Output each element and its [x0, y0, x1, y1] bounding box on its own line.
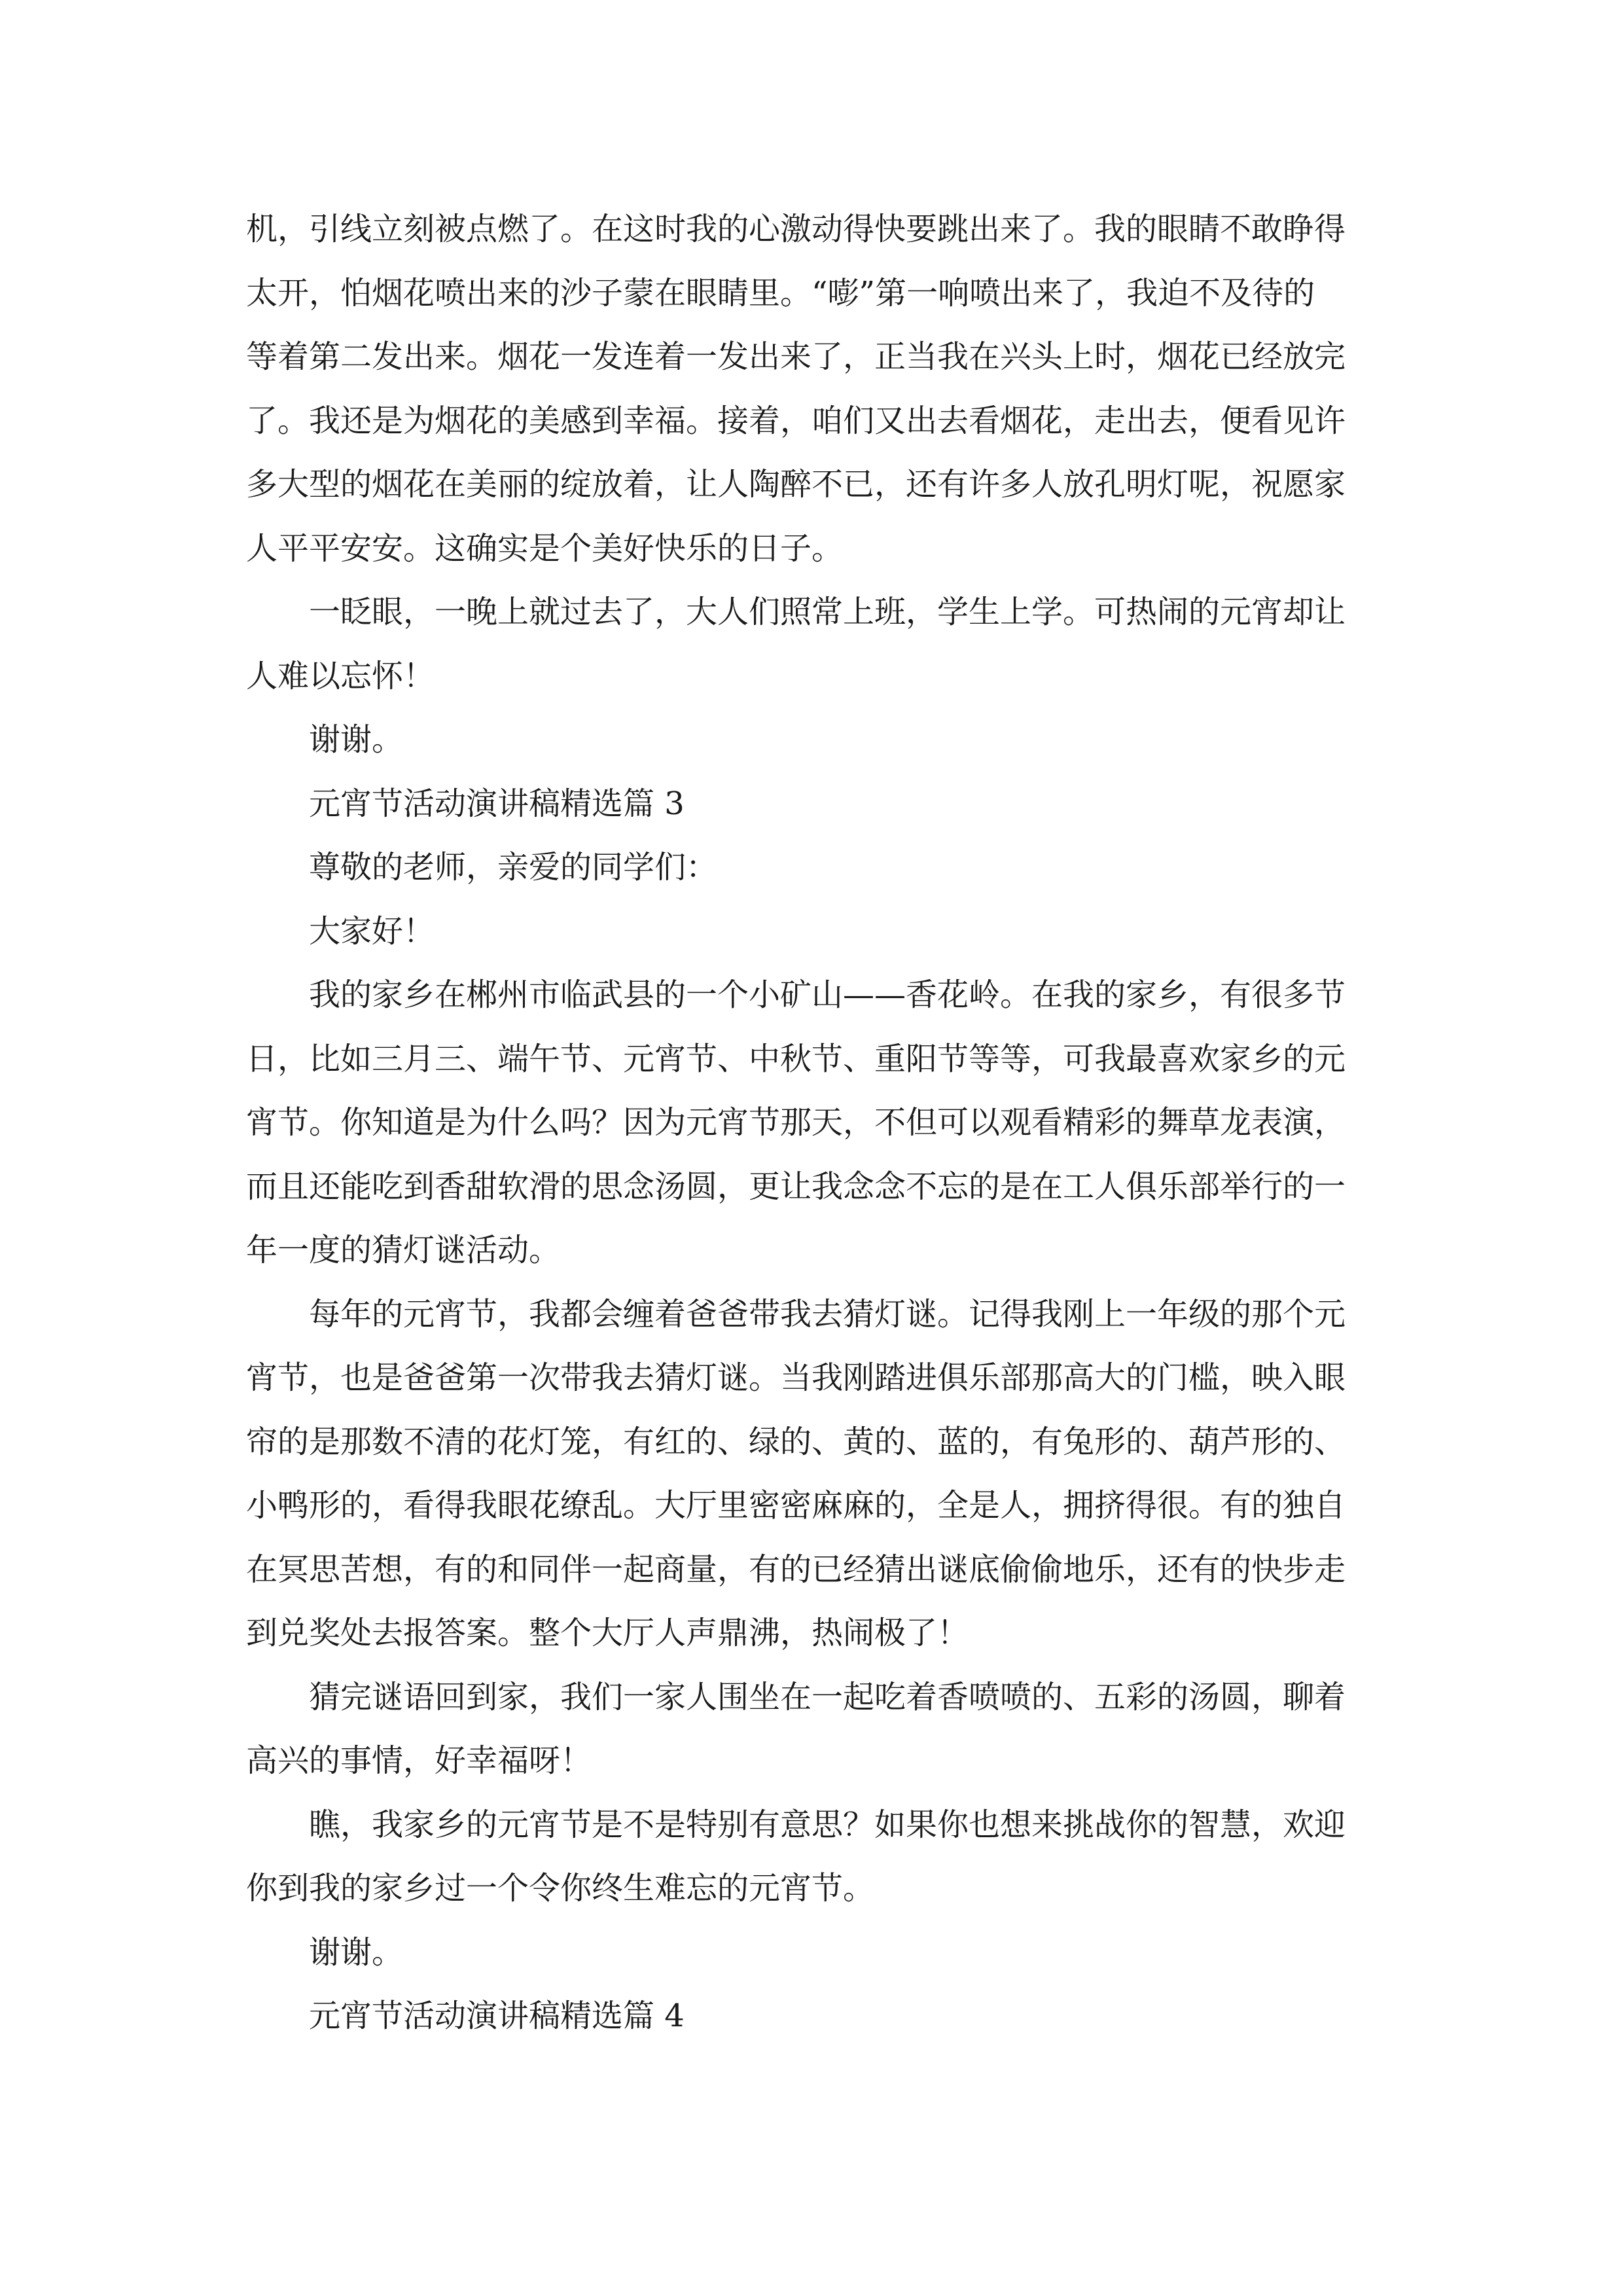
text-line: 元宵节活动演讲稿精选篇 3	[309, 785, 685, 822]
text-line: 太开，怕烟花喷出来的沙子蒙在眼睛里。“嘭”第一响喷出来了，我迫不及待的	[246, 274, 1315, 312]
text-line: 机，引线立刻被点燃了。在这时我的心激动得快要跳出来了。我的眼睛不敢睁得	[246, 211, 1346, 247]
text-line: 小鸭形的，看得我眼花缭乱。大厅里密密麻麻的，全是人，拥挤得很。有的独自	[246, 1487, 1346, 1524]
text-line: 高兴的事情，好幸福呀！	[246, 1742, 592, 1779]
text-line: 大家好！	[309, 912, 435, 950]
text-line: 我的家乡在郴州市临武县的一个小矿山——香花岭。在我的家乡，有很多节	[309, 977, 1346, 1013]
text-line: 瞧，我家乡的元宵节是不是特别有意思？如果你也想来挑战你的智慧，欢迎	[309, 1806, 1346, 1843]
text-line: 宵节。你知道是为什么吗？因为元宵节那天，不但可以观看精彩的舞草龙表演，	[246, 1104, 1346, 1141]
text-line: 等着第二发出来。烟花一发连着一发出来了，正当我在兴头上时，烟花已经放完	[246, 338, 1346, 375]
text-line: 人难以忘怀！	[246, 657, 435, 694]
text-line: 年一度的猜灯谜活动。	[246, 1232, 561, 1268]
text-line: 宵节，也是爸爸第一次带我去猜灯谜。当我刚踏进俱乐部那高大的门槛，映入眼	[246, 1359, 1346, 1396]
text-line: 元宵节活动演讲稿精选篇 4	[309, 1998, 685, 2034]
text-line: 谢谢。	[309, 1933, 404, 1971]
document-body	[246, 198, 1378, 2049]
text-line: 一眨眼，一晚上就过去了，大人们照常上班，学生上学。可热闹的元宵却让	[309, 594, 1346, 630]
text-line: 你到我的家乡过一个令你终生难忘的元宵节。	[246, 1870, 875, 1907]
text-line: 猜完谜语回到家，我们一家人围坐在一起吃着香喷喷的、五彩的汤圆，聊着	[309, 1678, 1346, 1715]
text-line: 而且还能吃到香甜软滑的思念汤圆，更让我念念不忘的是在工人俱乐部举行的一	[246, 1168, 1346, 1205]
text-line: 在冥思苦想，有的和同伴一起商量，有的已经猜出谜底偷偷地乐，还有的快步走	[246, 1551, 1346, 1588]
text-line: 人平平安安。这确实是个美好快乐的日子。	[246, 529, 844, 567]
text-line: 到兑奖处去报答案。整个大厅人声鼎沸，热闹极了！	[246, 1615, 969, 1651]
text-line: 帘的是那数不清的花灯笼，有红的、绿的、黄的、蓝的，有兔形的、葫芦形的、	[246, 1423, 1346, 1460]
text-line: 谢谢。	[309, 721, 404, 758]
text-line: 尊敬的老师，亲爱的同学们：	[309, 849, 718, 886]
text-line: 多大型的烟花在美丽的绽放着，让人陶醉不已，还有许多人放孔明灯呢，祝愿家	[246, 466, 1346, 503]
text-line: 了。我还是为烟花的美感到幸福。接着，咱们又出去看烟花，走出去，便看见许	[246, 402, 1346, 439]
text-line: 每年的元宵节，我都会缠着爸爸带我去猜灯谜。记得我刚上一年级的那个元	[309, 1295, 1346, 1333]
text-line: 日，比如三月三、端午节、元宵节、中秋节、重阳节等等，可我最喜欢家乡的元	[246, 1040, 1346, 1077]
